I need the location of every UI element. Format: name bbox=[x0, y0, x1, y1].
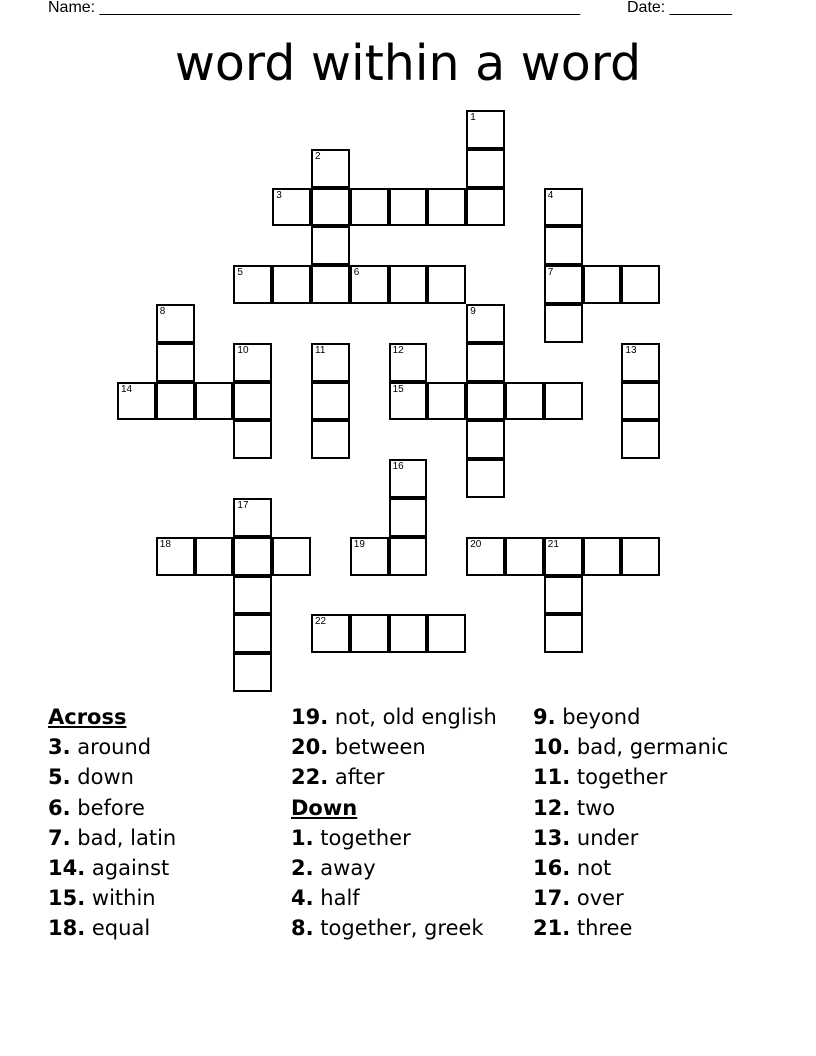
grid-cell[interactable] bbox=[350, 188, 389, 227]
grid-cell[interactable] bbox=[621, 343, 660, 382]
clue-item-text: within bbox=[91, 886, 156, 911]
clue-item bbox=[48, 913, 176, 943]
grid-cell[interactable] bbox=[233, 343, 272, 382]
grid-cell[interactable] bbox=[427, 382, 466, 421]
grid-cell[interactable] bbox=[466, 420, 505, 459]
clue-item bbox=[533, 883, 728, 913]
grid-cell[interactable] bbox=[466, 188, 505, 227]
grid-cell[interactable] bbox=[233, 653, 272, 692]
grid-cell[interactable] bbox=[621, 420, 660, 459]
grid-cell[interactable] bbox=[156, 537, 195, 576]
clue-item-number: 10. bbox=[533, 735, 571, 760]
clue-item bbox=[533, 823, 728, 853]
clue-item-number: 12. bbox=[533, 795, 571, 820]
clue-item-number: 20. bbox=[291, 735, 329, 760]
grid-cell[interactable] bbox=[389, 537, 428, 576]
clue-number: 21 bbox=[547, 538, 559, 550]
grid-cell[interactable] bbox=[466, 343, 505, 382]
grid-cell[interactable] bbox=[233, 382, 272, 421]
grid-cell[interactable] bbox=[466, 110, 505, 149]
clue-item-text: away bbox=[320, 856, 376, 881]
clue-number: 13 bbox=[625, 344, 637, 356]
grid-cell[interactable] bbox=[389, 614, 428, 653]
clue-number: 2 bbox=[315, 150, 321, 162]
grid-cell[interactable] bbox=[544, 188, 583, 227]
clue-item-number: 14. bbox=[48, 856, 86, 881]
grid-cell[interactable] bbox=[544, 304, 583, 343]
clue-item-number: 21. bbox=[533, 916, 571, 941]
clue-item-number: 2. bbox=[291, 856, 314, 881]
date-field-label: Date: _______ bbox=[627, 0, 732, 16]
clue-number: 4 bbox=[547, 189, 554, 201]
clue-item-number: 13. bbox=[533, 825, 571, 850]
clue-item-text: before bbox=[77, 795, 145, 820]
grid-cell[interactable] bbox=[311, 226, 350, 265]
grid-cell[interactable] bbox=[544, 265, 583, 304]
clue-item-number: 11. bbox=[533, 765, 571, 790]
grid-cell[interactable] bbox=[389, 343, 428, 382]
clue-item-text: beyond bbox=[562, 705, 641, 729]
clue-number: 22 bbox=[315, 616, 327, 628]
grid-cell[interactable] bbox=[350, 537, 389, 576]
clue-number: 9 bbox=[470, 306, 476, 317]
grid-cell[interactable] bbox=[427, 614, 466, 653]
clue-number: 11 bbox=[315, 344, 326, 356]
clue-item-text: over bbox=[576, 886, 624, 911]
clue-item bbox=[48, 883, 176, 913]
grid-cell[interactable] bbox=[389, 498, 428, 537]
grid-cell[interactable] bbox=[156, 304, 195, 343]
grid-cell[interactable] bbox=[233, 420, 272, 459]
name-field-label: Name: ______________________________________________________ bbox=[48, 0, 581, 16]
grid-cell[interactable] bbox=[466, 382, 505, 421]
clue-item-number: 9. bbox=[533, 705, 556, 729]
clue-item-text: together bbox=[320, 825, 411, 850]
clue-item-number: 6. bbox=[48, 795, 71, 820]
clue-number: 19 bbox=[353, 538, 365, 550]
grid-cell[interactable] bbox=[583, 265, 622, 304]
clue-column-1 bbox=[48, 702, 176, 944]
grid-cell[interactable] bbox=[195, 537, 234, 576]
clue-number: 12 bbox=[392, 344, 404, 356]
grid-cell[interactable] bbox=[311, 188, 350, 227]
grid-cell[interactable] bbox=[156, 382, 195, 421]
clue-item bbox=[48, 793, 176, 823]
clue-item-text: under bbox=[576, 825, 639, 850]
clue-item bbox=[533, 793, 728, 823]
clue-item-number: 17. bbox=[533, 886, 571, 911]
clue-number: 16 bbox=[392, 461, 404, 473]
clue-item bbox=[533, 762, 728, 792]
clue-item-text: around bbox=[77, 735, 152, 760]
grid-cell[interactable] bbox=[117, 382, 156, 421]
clue-heading: Across bbox=[48, 705, 127, 729]
clue-item-text: between bbox=[334, 735, 426, 760]
clue-item bbox=[291, 913, 497, 943]
grid-cell[interactable] bbox=[233, 614, 272, 653]
grid-cell[interactable] bbox=[350, 265, 389, 304]
clue-number: 10 bbox=[237, 344, 249, 356]
clue-item bbox=[291, 853, 497, 883]
grid-cell[interactable] bbox=[389, 382, 428, 421]
grid-cell[interactable] bbox=[233, 265, 272, 304]
clue-number: 7 bbox=[547, 267, 554, 279]
grid-cell[interactable] bbox=[544, 382, 583, 421]
clue-item-text: bad, germanic bbox=[576, 735, 729, 760]
clue-item-text: against bbox=[91, 856, 170, 881]
grid-cell[interactable] bbox=[427, 265, 466, 304]
grid-cell[interactable] bbox=[466, 537, 505, 576]
grid-cell[interactable] bbox=[621, 265, 660, 304]
clue-number: 18 bbox=[159, 538, 171, 550]
clue-number: 17 bbox=[237, 500, 249, 511]
clue-item-text: equal bbox=[91, 916, 151, 941]
clue-item-number: 19. bbox=[291, 705, 329, 729]
clue-number: 3 bbox=[276, 189, 282, 201]
grid-cell[interactable] bbox=[466, 149, 505, 188]
clue-item bbox=[533, 913, 728, 943]
clue-number: 8 bbox=[159, 306, 166, 317]
grid-cell[interactable] bbox=[389, 459, 428, 498]
grid-cell[interactable] bbox=[350, 614, 389, 653]
clue-item bbox=[533, 702, 728, 732]
clue-item-text: two bbox=[576, 795, 616, 820]
grid-cell[interactable] bbox=[466, 304, 505, 343]
clue-item-text: bad, latin bbox=[77, 825, 177, 850]
clue-number: 20 bbox=[470, 538, 482, 550]
clue-item-number: 5. bbox=[48, 765, 71, 790]
clue-item bbox=[291, 732, 497, 762]
clue-item-number: 18. bbox=[48, 916, 86, 941]
grid-cell[interactable] bbox=[544, 537, 583, 576]
clue-column-3 bbox=[533, 702, 728, 944]
grid-cell[interactable] bbox=[427, 188, 466, 227]
clue-item bbox=[291, 702, 497, 732]
grid-cell[interactable] bbox=[466, 459, 505, 498]
grid-cell[interactable] bbox=[621, 382, 660, 421]
clue-item-text: not, old english bbox=[334, 705, 497, 729]
puzzle-title: word within a word bbox=[174, 35, 642, 92]
clue-item bbox=[48, 732, 176, 762]
clue-item-number: 1. bbox=[291, 825, 314, 850]
clue-item-number: 8. bbox=[291, 916, 314, 941]
grid-cell[interactable] bbox=[311, 343, 350, 382]
grid-cell[interactable] bbox=[156, 343, 195, 382]
clue-item-text: together, greek bbox=[320, 916, 484, 941]
grid-cell[interactable] bbox=[272, 265, 311, 304]
clue-item-text: half bbox=[320, 886, 360, 911]
grid-cell[interactable] bbox=[505, 537, 544, 576]
clue-item bbox=[48, 762, 176, 792]
clue-item-text: down bbox=[77, 765, 134, 790]
grid-cell[interactable] bbox=[272, 537, 311, 576]
clue-item-number: 3. bbox=[48, 735, 71, 760]
grid-cell[interactable] bbox=[195, 382, 234, 421]
clue-item bbox=[533, 732, 728, 762]
clue-item-number: 16. bbox=[533, 856, 571, 881]
grid-cell[interactable] bbox=[583, 537, 622, 576]
clue-item-text: three bbox=[576, 916, 633, 941]
clue-item-text: not bbox=[576, 856, 612, 881]
clue-item-number: 15. bbox=[48, 886, 86, 911]
grid-cell[interactable] bbox=[311, 420, 350, 459]
grid-cell[interactable] bbox=[544, 226, 583, 265]
clue-heading: Down bbox=[291, 795, 358, 820]
grid-cell[interactable] bbox=[311, 265, 350, 304]
clue-number: 14 bbox=[121, 383, 133, 395]
grid-cell[interactable] bbox=[311, 382, 350, 421]
grid-cell[interactable] bbox=[311, 149, 350, 188]
grid-cell[interactable] bbox=[544, 576, 583, 615]
clue-item bbox=[533, 853, 728, 883]
clue-item bbox=[48, 853, 176, 883]
clue-item-number: 7. bbox=[48, 825, 71, 850]
clue-item-text: after bbox=[334, 765, 385, 790]
clue-item-text: together bbox=[576, 765, 668, 790]
grid-cell[interactable] bbox=[389, 265, 428, 304]
clue-number: 5 bbox=[237, 267, 243, 279]
grid-cell[interactable] bbox=[505, 382, 544, 421]
clue-number: 6 bbox=[353, 267, 360, 279]
clue-item-number: 22. bbox=[291, 765, 329, 790]
clue-item bbox=[48, 823, 176, 853]
clue-item bbox=[291, 762, 497, 792]
grid-cell[interactable] bbox=[233, 537, 272, 576]
clue-number: 1 bbox=[470, 112, 476, 123]
clue-item-number: 4. bbox=[291, 886, 314, 911]
clue-item bbox=[291, 823, 497, 853]
grid-cell[interactable] bbox=[544, 614, 583, 653]
grid-cell[interactable] bbox=[311, 614, 350, 653]
clue-item bbox=[291, 883, 497, 913]
clue-number: 15 bbox=[392, 383, 404, 395]
grid-cell[interactable] bbox=[389, 188, 428, 227]
grid-cell[interactable] bbox=[233, 498, 272, 537]
grid-cell[interactable] bbox=[621, 537, 660, 576]
grid-cell[interactable] bbox=[272, 188, 311, 227]
grid-cell[interactable] bbox=[233, 576, 272, 615]
clue-column-2 bbox=[291, 702, 497, 944]
